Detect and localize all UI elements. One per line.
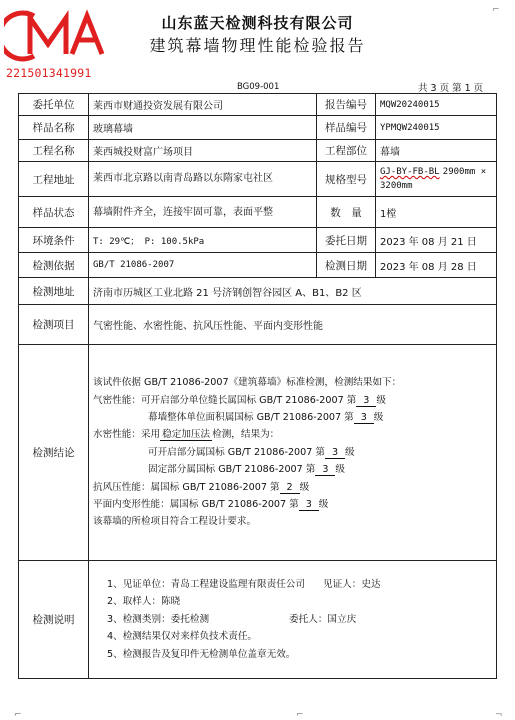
qty-value: 1樘 — [376, 197, 497, 228]
test-date-label: 检测日期 — [317, 253, 376, 278]
test-date-value: 2023 年 08 月 28 日 — [376, 253, 497, 278]
sample-no-label: 样品编号 — [317, 116, 376, 140]
items-label: 检测项目 — [19, 305, 89, 345]
table-row — [19, 228, 497, 253]
part-label: 工程部位 — [317, 140, 376, 162]
air-overall-grade: 3 — [354, 412, 374, 424]
test-address-value: 济南市历城区工业北路 21 号济钢创智谷园区 A、B1、B2 区 — [89, 278, 497, 305]
state-label: 样品状态 — [19, 197, 89, 228]
table-row — [19, 162, 497, 197]
client-label: 委托单位 — [19, 94, 89, 116]
state-value: 幕墙附件齐全，连接牢固可靠，表面平整 — [89, 197, 317, 228]
note-4: 4、检测结果仅对来样负技术责任。 — [107, 631, 258, 643]
report-title: 建筑幕墙物理性能检验报告 — [149, 36, 366, 55]
spec-value — [376, 162, 497, 197]
test-address-label: 检测地址 — [19, 278, 89, 305]
address-value: 莱西市北京路以南青岛路以东隋家屯社区 — [89, 162, 317, 197]
page-info: 共 3 页 第 1 页 — [418, 83, 484, 94]
conclusion-final: 该幕墙的所检项目符合工程设计要求。 — [93, 516, 257, 528]
table-row — [19, 94, 497, 116]
document-code: BG09-001 — [237, 82, 280, 92]
table-row — [19, 197, 497, 228]
table-row — [19, 253, 497, 278]
wind-pressure-grade: 2 — [280, 482, 300, 494]
corner-mark: ⌐ — [296, 710, 304, 720]
table-row — [19, 305, 497, 345]
conclusion-intro: 该试件依据 GB/T 21086-2007《建筑幕墙》标准检测，检测结果如下： — [93, 377, 402, 389]
corner-mark: ¬ — [495, 710, 503, 720]
project-label: 工程名称 — [19, 140, 89, 162]
water-openable: 可开启部分属国标 GB/T 21086-2007 第 3 级 — [148, 446, 355, 458]
env-value: T: 29℃； P: 100.5kPa — [89, 228, 317, 253]
corner-mark: ⌐ — [14, 710, 22, 720]
sample-name-value: 玻璃幕墙 — [89, 116, 317, 140]
basis-value: GB/T 21086-2007 — [89, 253, 317, 278]
air-openable: 气密性能：可开启部分单位缝长属国标 GB/T 21086-2007 第 3 级 — [93, 394, 386, 406]
sample-name-label: 样品名称 — [19, 116, 89, 140]
in-plane-deformation: 平面内变形性能：属国标 GB/T 21086-2007 第 3 级 — [93, 499, 329, 511]
note-1: 1、见证单位：青岛工程建设监理有限责任公司 见证人：史达 — [107, 578, 381, 590]
table-row — [19, 345, 497, 561]
note-2: 2、取样人：陈晓 — [107, 596, 181, 608]
water-method: 水密性能：采用 稳定加压法 检测，结果为： — [93, 429, 280, 441]
sample-no-value: YPMQW240015 — [376, 116, 497, 140]
note-3: 3、检测类别：委托检测 委托人：国立庆 — [107, 613, 357, 625]
client-value: 莱西市财通投资发展有限公司 — [89, 94, 317, 116]
basis-label: 检测依据 — [19, 253, 89, 278]
in-plane-deformation-grade: 3 — [299, 499, 319, 511]
conclusion-body — [89, 345, 497, 561]
table-row — [19, 116, 497, 140]
water-method-value: 稳定加压法 — [162, 429, 211, 441]
env-label: 环境条件 — [19, 228, 89, 253]
table-row — [19, 561, 497, 679]
notes-label: 检测说明 — [19, 561, 89, 679]
company-name: 山东蓝天检测科技有限公司 — [161, 14, 354, 32]
wind-pressure: 抗风压性能：属国标 GB/T 21086-2007 第 2 级 — [93, 481, 310, 493]
conclusion-label: 检测结论 — [19, 345, 89, 561]
air-overall: 幕墙整体单位面积属国标 GB/T 21086-2007 第 3 级 — [148, 411, 384, 423]
address-label: 工程地址 — [19, 162, 89, 197]
table-row — [19, 140, 497, 162]
note-5: 5、检测报告及复印件无检测单位盖章无效。 — [107, 648, 296, 660]
certification-number: 221501341991 — [6, 66, 92, 80]
commission-date-value: 2023 年 08 月 21 日 — [376, 228, 497, 253]
qty-label: 数 量 — [317, 197, 376, 228]
report-no-label: 报告编号 — [317, 94, 376, 116]
water-openable-grade: 3 — [325, 447, 345, 459]
corner-mark: ⌐ — [492, 5, 500, 15]
notes-body — [89, 561, 497, 679]
project-value: 莱西城投财富广场项目 — [89, 140, 317, 162]
spec-label: 规格型号 — [317, 162, 376, 197]
air-openable-grade: 3 — [356, 395, 376, 407]
items-value: 气密性能、水密性能、抗风压性能、平面内变形性能 — [89, 305, 497, 345]
table-row — [19, 278, 497, 305]
water-fixed-grade: 3 — [315, 464, 335, 476]
water-fixed: 固定部分属国标 GB/T 21086-2007 第 3 级 — [148, 464, 345, 476]
spec-model: GJ-BY-FB-BL — [380, 167, 440, 177]
report-no-value: MQW20240015 — [376, 94, 497, 116]
spec-size: 2900mm × 3200mm — [380, 167, 487, 191]
commission-date-label: 委托日期 — [317, 228, 376, 253]
report-table — [18, 93, 497, 679]
part-value: 幕墙 — [376, 140, 497, 162]
